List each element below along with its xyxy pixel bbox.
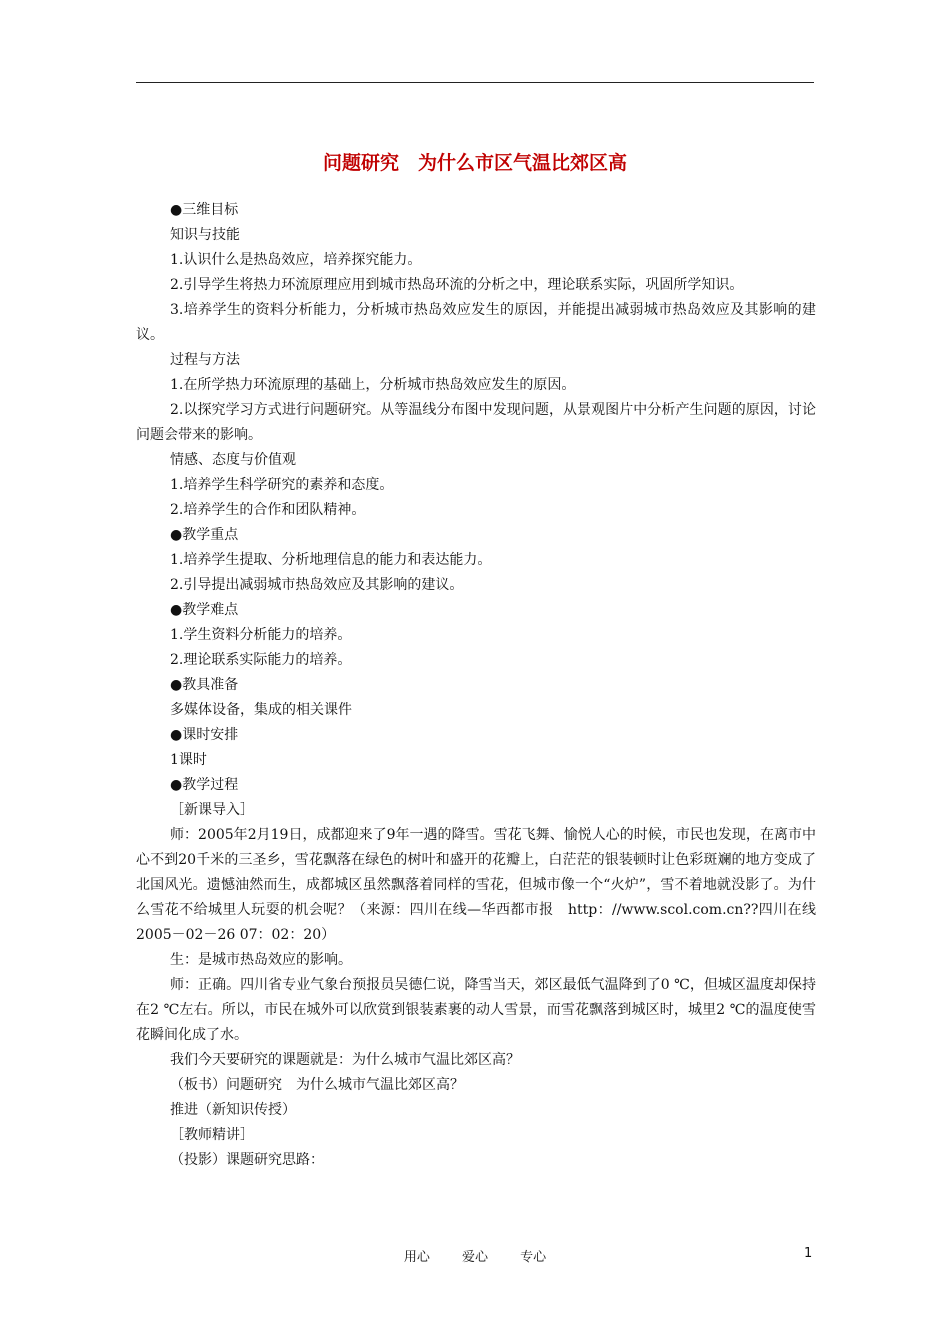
page-title: 问题研究 为什么市区气温比郊区高 — [322, 152, 627, 174]
paragraph: ●课时安排 — [170, 727, 239, 743]
paragraph: 我们今天要研究的课题就是：为什么城市气温比郊区高？ — [170, 1052, 520, 1068]
page-number: 1 — [804, 1246, 813, 1261]
paragraph: ●教学过程 — [170, 777, 239, 793]
paragraph: ［新课导入］ — [170, 802, 254, 818]
paragraph: 2.以探究学习方式进行问题研究。从等温线分布图中发现问题，从景观图片中分析产生问题的原因，讨论问题会带来的影响。 — [136, 402, 816, 443]
footer-motto-right: 专心 — [520, 1250, 547, 1265]
paragraph: 知识与技能 — [170, 227, 240, 243]
paragraph: 1.培养学生提取、分析地理信息的能力和表达能力。 — [170, 552, 492, 568]
paragraph: 2.引导提出减弱城市热岛效应及其影响的建议。 — [170, 577, 464, 593]
footer-motto-left: 用心 — [403, 1250, 430, 1265]
paragraph: 生：是城市热岛效应的影响。 — [170, 952, 352, 968]
paragraph: 1.在所学热力环流原理的基础上，分析城市热岛效应发生的原因。 — [170, 377, 576, 393]
paragraph: ●教具准备 — [170, 677, 239, 693]
paragraph: 多媒体设备，集成的相关课件 — [170, 702, 352, 718]
paragraph: 师：正确。四川省专业气象台预报员吴德仁说，降雪当天，郊区最低气温降到了0 ℃，但城区温度却保持在2 ℃左右。所以，市民在城外可以欣赏到银装素裹的动人雪景，而雪花飘落到城区时，城里2 ℃的温度使雪花瞬间化成了水。 — [136, 977, 816, 1043]
paragraph: 推进（新知识传授） — [170, 1102, 296, 1118]
paragraph: 1.学生资料分析能力的培养。 — [170, 627, 352, 643]
paragraph: 情感、态度与价值观 — [170, 452, 296, 468]
paragraph: ●教学重点 — [170, 527, 239, 543]
document-body — [136, 198, 816, 1173]
paragraph: 2.培养学生的合作和团队精神。 — [170, 502, 366, 518]
paragraph: 过程与方法 — [170, 352, 240, 368]
paragraph: 3.培养学生的资料分析能力，分析城市热岛效应发生的原因，并能提出减弱城市热岛效应及其影响的建议。 — [136, 302, 816, 343]
paragraph: 师：2005年2月19日，成都迎来了9年一遇的降雪。雪花飞舞、愉悦人心的时候，市民也发现，在离市中心不到20千米的三圣乡，雪花飘落在绿色的树叶和盛开的花瓣上，白茫茫的银装顿时让色彩斑斓的地方变成了北国风光。遗憾油然而生，成都城区虽然飘落着同样的雪花，但城市像一个“火炉”，雪不着地就没影了。为什么雪花不给城里人玩耍的机会呢？（来源：四川在线—华西都市报 http：//www.scol.com.cn??四川在线2005－02－26 07：02：20） — [136, 827, 816, 943]
paragraph: （板书）问题研究 为什么城市气温比郊区高？ — [170, 1077, 464, 1093]
paragraph: ●教学难点 — [170, 602, 239, 618]
paragraph: 2.理论联系实际能力的培养。 — [170, 652, 352, 668]
header-rule — [136, 82, 814, 83]
paragraph: 2.引导学生将热力环流原理应用到城市热岛环流的分析之中，理论联系实际，巩固所学知识。 — [170, 277, 744, 293]
paragraph: 1.培养学生科学研究的素养和态度。 — [170, 477, 394, 493]
paragraph: ●三维目标 — [170, 202, 239, 218]
paragraph: 1课时 — [170, 752, 207, 768]
paragraph: ［教师精讲］ — [170, 1127, 254, 1143]
paragraph: （投影）课题研究思路： — [170, 1152, 324, 1168]
footer-motto-middle: 爱心 — [461, 1250, 488, 1265]
paragraph: 1.认识什么是热岛效应，培养探究能力。 — [170, 252, 422, 268]
footer-motto — [136, 1246, 814, 1265]
